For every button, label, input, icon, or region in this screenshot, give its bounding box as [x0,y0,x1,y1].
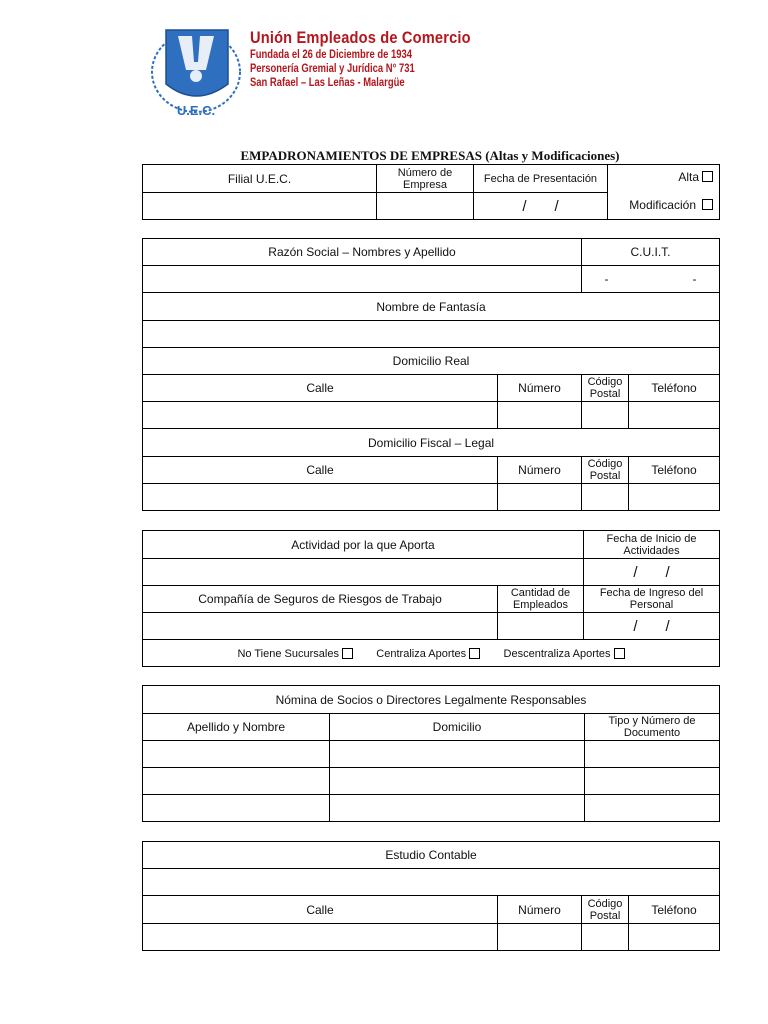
socio-1-documento-field[interactable] [585,741,720,768]
alta-label: Alta [678,170,699,184]
uec-logo [148,22,244,118]
numero-empresa-label: Número de Empresa [377,165,474,193]
actividad-table [142,530,720,667]
tipo-documento-label: Tipo y Número de Documento [585,714,720,741]
razon-social-label: Razón Social – Nombres y Apellido [143,239,582,266]
telefono-label: Teléfono [629,375,720,402]
socios-title: Nómina de Socios o Directores Legalmente Responsables [143,686,720,714]
fiscal-telefono-field[interactable] [629,484,720,511]
numero-empresa-field[interactable] [377,193,474,220]
domicilio-label: Domicilio [330,714,585,741]
socio-2-nombre-field[interactable] [143,768,330,795]
org-name: Unión Empleados de Comercio [250,28,471,47]
descentraliza-checkbox[interactable] [614,648,625,659]
estudio-title: Estudio Contable [143,842,720,869]
socio-3-documento-field[interactable] [585,795,720,822]
fiscal-numero-label: Número [498,457,582,484]
numero-field[interactable] [498,402,582,429]
art-label: Compañía de Seguros de Riesgos de Trabajo [143,586,498,613]
domicilio-real-label: Domicilio Real [143,348,720,375]
estudio-codigo-postal-field[interactable] [582,924,629,951]
socio-3-domicilio-field[interactable] [330,795,585,822]
calle-label: Calle [143,375,498,402]
fiscal-telefono-label: Teléfono [629,457,720,484]
estudio-calle-field[interactable] [143,924,498,951]
filial-table [142,164,720,220]
domicilio-fiscal-label: Domicilio Fiscal – Legal [143,429,720,457]
cantidad-empleados-field[interactable] [498,613,584,640]
no-sucursales-checkbox[interactable] [342,648,353,659]
razon-social-field[interactable] [143,266,582,293]
socio-2-domicilio-field[interactable] [330,768,585,795]
org-location: San Rafael – Las Leñas - Malargüe [250,77,405,89]
codigo-postal-field[interactable] [582,402,629,429]
fiscal-codigo-postal-label: Código Postal [582,457,629,484]
numero-label: Número [498,375,582,402]
socios-table [142,685,720,822]
socio-1-nombre-field[interactable] [143,741,330,768]
calle-field[interactable] [143,402,498,429]
cantidad-empleados-label: Cantidad de Empleados [498,586,584,613]
fecha-inicio-field[interactable]: / / [584,559,720,586]
descentraliza-label: Descentraliza Aportes [503,648,611,660]
codigo-postal-label: Código Postal [582,375,629,402]
logo-text: U.E.C. [176,103,216,118]
socio-1-domicilio-field[interactable] [330,741,585,768]
no-sucursales-label: No Tiene Sucursales [237,648,339,660]
cuit-field[interactable]: - - [582,266,720,293]
form-title: EMPADRONAMIENTOS DE EMPRESAS (Altas y Modificaciones) [240,148,620,163]
socio-2-documento-field[interactable] [585,768,720,795]
art-field[interactable] [143,613,498,640]
fecha-ingreso-label: Fecha de Ingreso del Personal [584,586,720,613]
actividad-field[interactable] [143,559,584,586]
modificacion-checkbox[interactable] [702,199,713,210]
estudio-numero-label: Número [498,896,582,924]
estudio-telefono-field[interactable] [629,924,720,951]
sucursales-options [143,640,720,667]
org-legal: Personería Gremial y Jurídica N° 731 [250,63,415,75]
actividad-label: Actividad por la que Aporta [143,531,584,559]
apellido-nombre-label: Apellido y Nombre [143,714,330,741]
cuit-label: C.U.I.T. [582,239,720,266]
organization-header [250,28,507,90]
centraliza-checkbox[interactable] [469,648,480,659]
alta-checkbox[interactable] [702,171,713,182]
estudio-field[interactable] [143,869,720,896]
org-founded: Fundada el 26 de Diciembre de 1934 [250,49,412,61]
estudio-codigo-postal-label: Código Postal [582,896,629,924]
estudio-telefono-label: Teléfono [629,896,720,924]
alta-modificacion-cell [608,165,720,220]
telefono-field[interactable] [629,402,720,429]
empresa-table [142,238,720,511]
fiscal-codigo-postal-field[interactable] [582,484,629,511]
fecha-presentacion-field[interactable]: / / [474,193,608,220]
estudio-table [142,841,720,951]
centraliza-label: Centraliza Aportes [376,648,467,660]
fecha-ingreso-field[interactable]: / / [584,613,720,640]
fiscal-calle-label: Calle [143,457,498,484]
fiscal-calle-field[interactable] [143,484,498,511]
fecha-presentacion-label: Fecha de Presentación [474,165,608,193]
socio-3-nombre-field[interactable] [143,795,330,822]
nombre-fantasia-label: Nombre de Fantasía [143,293,720,321]
modificacion-label: Modificación [629,198,696,212]
fecha-inicio-label: Fecha de Inicio de Actividades [584,531,720,559]
filial-label: Filial U.E.C. [143,165,377,193]
fiscal-numero-field[interactable] [498,484,582,511]
estudio-numero-field[interactable] [498,924,582,951]
nombre-fantasia-field[interactable] [143,321,720,348]
estudio-calle-label: Calle [143,896,498,924]
filial-field[interactable] [143,193,377,220]
